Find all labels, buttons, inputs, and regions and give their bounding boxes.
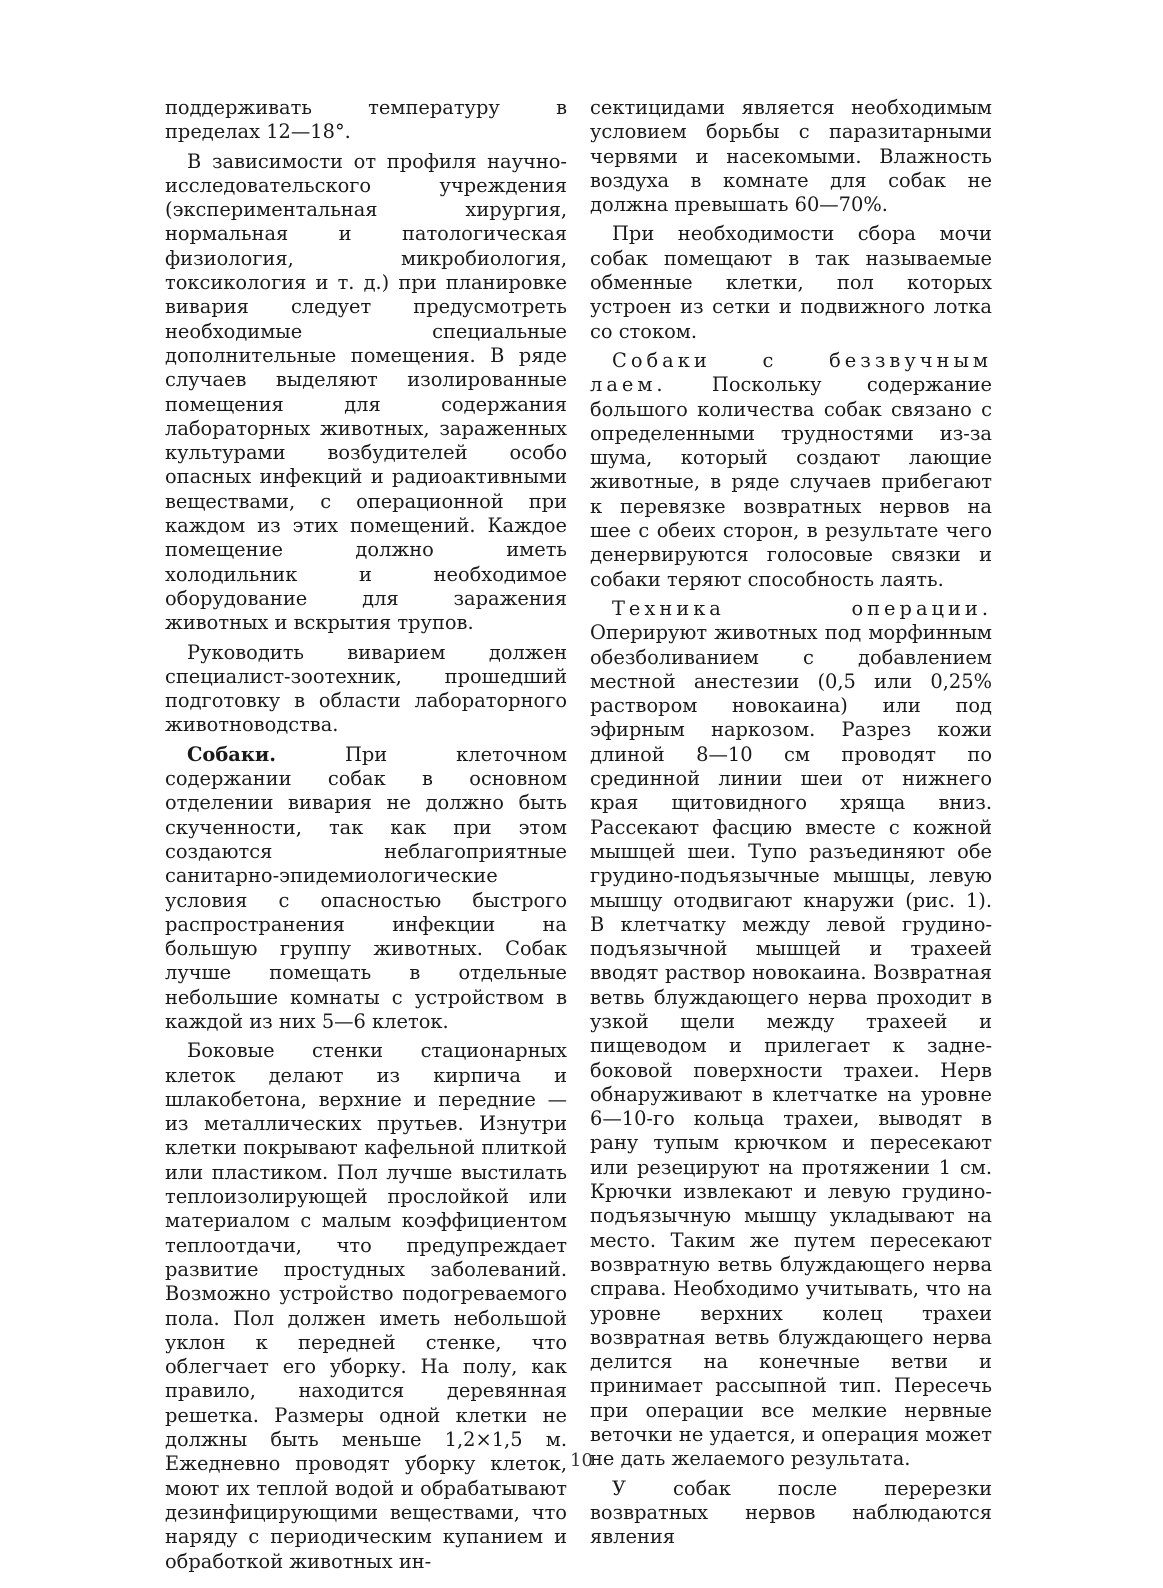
- paragraph-silent-dogs: [590, 349, 992, 592]
- section-heading-dogs: Собаки.: [187, 742, 276, 766]
- section-heading-silent-dogs: Собаки с беззвучным лаем.: [590, 348, 992, 397]
- page-number: 10: [570, 1450, 593, 1471]
- paragraph-after-surgery: У собак после перерезки возвратных нервов наблюдаются явления: [590, 1476, 992, 1549]
- paragraph-continuation-right: сектицидами является необходимым условием борьбы с паразитарными червями и насекомыми. Влажность воздуха в комнате для собак не должна превышать 60—70%.: [590, 96, 992, 217]
- paragraph-continuation: поддерживать температуру в пределах 12—18°.: [165, 96, 567, 144]
- paragraph-operation-technique: [590, 597, 992, 1472]
- paragraph-urine-collection: При необходимости сбора мочи собак помещают в так называемые обменные клетки, пол которых устроен из сетки и подвижного лотка со стоком.: [590, 222, 992, 343]
- section-heading-operation-technique: Техника операции.: [612, 596, 992, 620]
- left-text-column: [165, 96, 567, 1579]
- paragraph-cage-walls: Боковые стенки стационарных клеток делают из кирпича и шлакобетона, верхние и передние — из металлических прутьев. Изнутри клетки покрывают кафельной плиткой или пластиком. Пол лучше выстилать теплоизолирующей прослойкой или материалом с малым коэффициентом теплоотдачи, что предупреждает развитие простудных заболеваний. Возможно устройство подогреваемого пола. Пол должен иметь небольшой уклон к передней стенке, что облегчает его уборку. На полу, как правило, находится деревянная решетка. Размеры одной клетки не должны быть меньше 1,2×1,5 м. Ежедневно проводят уборку клеток, моют их теплой водой и обрабатывают дезинфицирующими веществами, что наряду с периодическим купанием и обработкой животных ин-: [165, 1039, 567, 1573]
- paragraph-dogs-text: При клеточном содержании собак в основном отделении вивария не должно быть скученности, так как при этом создаются неблагоприятные санитарно-эпидемиологические условия с опасностью быстрого распространения инфекции на большую группу животных. Собак лучше помещать в отдельные небольшие комнаты с устройством в каждой из них 5—6 клеток.: [165, 742, 567, 1033]
- right-text-column: [590, 96, 992, 1555]
- paragraph-dogs: [165, 743, 567, 1035]
- paragraph-vivarium-rooms: В зависимости от профиля научно-исследовательского учреждения (экспериментальная хирургия, нормальная и патологическая физиология, микробиология, токсикология и т. д.) при планировке вивария следует предусмотреть необходимые специальные дополнительные помещения. В ряде случаев выделяют изолированные помещения для содержания лабораторных животных, зараженных культурами возбудителей особо опасных инфекций и радиоактивными веществами, с операционной при каждом из этих помещений. Каждое помещение должно иметь холодильник и необходимое оборудование для заражения животных и вскрытия трупов.: [165, 149, 567, 635]
- paragraph-vivarium-management: Руководить виварием должен специалист-зоотехник, прошедший подготовку в области лабораторного животноводства.: [165, 640, 567, 737]
- paragraph-silent-dogs-text: Поскольку содержание большого количества собак связано с определенными трудностями из-за шума, который создают лающие животные, в ряде случаев прибегают к перевязке возвратных нервов на шее с обеих сторон, в результате чего денервируются голосовые связки и собаки теряют способность лаять.: [590, 373, 992, 591]
- paragraph-operation-technique-text: Оперируют животных под морфинным обезболиванием с добавлением местной анестезии (0,5 или 0,25% раствором новокаина) или под эфирным наркозом. Разрез кожи длиной 8—10 см проводят по срединной линии шеи от нижнего края щитовидного хряща вниз. Рассекают фасцию вместе с кожной мышцей шеи. Тупо разъединяют обе грудино-подъязычные мышцы, левую мышцу отодвигают кнаружи (рис. 1). В клетчатку между левой грудино-подъязычной мышцей и трахеей вводят раствор новокаина. Возвратная ветвь блуждающего нерва проходит в узкой щели между трахеей и пищеводом и прилегает к задне-боковой поверхности трахеи. Нерв обнаруживают в клетчатке на уровне 6—10-го кольца трахеи, выводят в рану тупым крючком и пересекают или резецируют на протяжении 1 см. Крючки извлекают и левую грудино-подъязычную мышцу укладывают на место. Таким же путем пересекают возвратную ветвь блуждающего нерва справа. Необходимо учитывать, что на уровне верхних колец трахеи возвратная ветвь блуждающего нерва делится на конечные ветви и принимает рассыпной тип. Пересечь при операции все мелкие нервные веточки не удается, и операция может не дать желаемого результата.: [590, 621, 992, 1471]
